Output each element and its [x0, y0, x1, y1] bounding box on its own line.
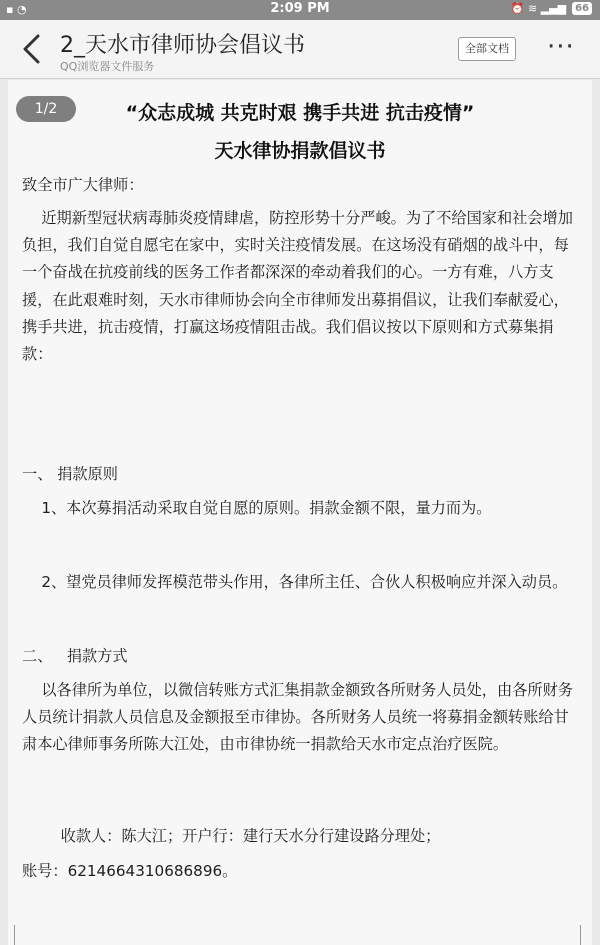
more-menu-icon[interactable]: ··· [547, 32, 575, 62]
section-1-title: 一、 捐款原则 [22, 465, 118, 483]
salutation: 致全市广大律师： [22, 176, 144, 194]
all-documents-button[interactable]: 全部文档 [458, 37, 516, 61]
app-header [0, 20, 600, 79]
payee-info: 收款人：陈大江；开户行：建行天水分行建设路分理处； [22, 827, 441, 845]
document-heading-slogan: “众志成城 共克时艰 携手共进 抗击疫情” [125, 102, 475, 124]
principle-1: 1、本次募捐活动采取自觉自愿的原则。捐款金额不限，量力而为。 [22, 499, 492, 517]
page-indicator: 1/2 [16, 96, 76, 122]
back-arrow-icon[interactable] [18, 32, 48, 66]
service-subtitle: QQ浏览器文件服务 [60, 60, 155, 73]
notification-icons: ▪ ◔ [6, 3, 27, 16]
method-paragraph: 以各律所为单位，以微信转账方式汇集捐款金额致各所财务人员处，由各所财务人员统计捐款人员信息及金额报至市律协。各所财务人员统一将募捐金额转账给甘肃本心律师事务所陈大江处，由市律协统一捐款给天水市定点治疗医院。 [22, 681, 573, 754]
section-2-title: 二、 捐款方式 [22, 647, 128, 665]
page-edge-left [14, 925, 15, 945]
intro-paragraph: 近期新型冠状病毒肺炎疫情肆虐，防控形势十分严峻。为了不给国家和社会增加负担，我们自觉自愿宅在家中，实时关注疫情发展。在这场没有硝烟的战斗中，每一个奋战在抗疫前线的医务工作者都深深的牵动着我们的心。一方有难，八方支援，在此艰难时刻，天水市律师协会向全市律师发出募捐倡议，让我们奉献爱心，携手共进，抗击疫情，打赢这场疫情阻击战。我们倡议按以下原则和方式募集捐款： [22, 209, 573, 364]
status-time: 2:09 PM [270, 1, 330, 16]
signal-icons: ⏰ ≋ ▂▄▆ [510, 2, 567, 15]
document-heading-title: 天水律协捐款倡议书 [214, 140, 386, 162]
status-bar [0, 0, 600, 20]
account-number: 账号：6214664310686896。 [22, 862, 238, 880]
battery-icon: 66 [572, 2, 592, 15]
page-edge-right [580, 925, 581, 945]
document-title: 2_天水市律师协会倡议书 [60, 33, 305, 58]
system-icons [511, 2, 592, 15]
principle-2: 2、望党员律师发挥模范带头作用，各律所主任、合伙人积极响应并深入动员。 [22, 573, 568, 591]
